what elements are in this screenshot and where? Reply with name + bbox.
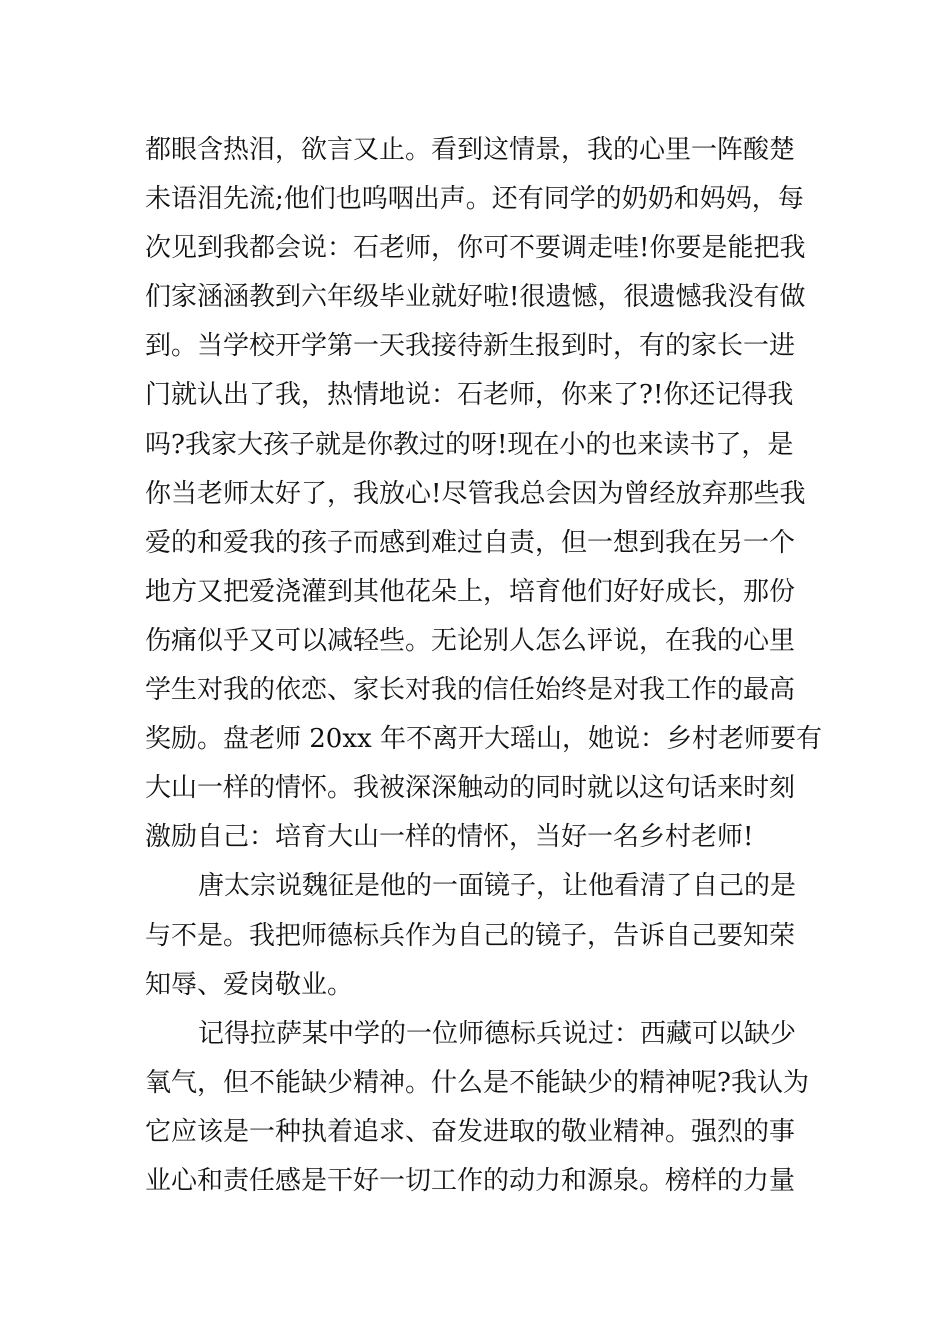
- text-line: 大山一样的情怀。我被深深触动的同时就以这句话来时刻: [145, 773, 796, 804]
- paragraph-start-line: 唐太宗说魏征是他的一面镜子，让他看清了自己的是: [198, 871, 797, 902]
- text-line: 业心和责任感是干好一切工作的动力和源泉。榜样的力量: [145, 1165, 796, 1196]
- text-line: 都眼含热泪，欲言又止。看到这情景，我的心里一阵酸楚: [145, 135, 796, 165]
- text-line: 与不是。我把师德标兵作为自己的镜子，告诉自己要知荣: [145, 920, 796, 951]
- text-line: 未语泪先流;他们也呜咽出声。还有同学的奶奶和妈妈，每: [145, 184, 804, 215]
- text-line: 吗?我家大孩子就是你教过的呀!现在小的也来读书了，是: [145, 429, 794, 460]
- text-line: 学生对我的依恋、家长对我的信任始终是对我工作的最高: [145, 675, 796, 706]
- text-line: 门就认出了我，热情地说：石老师，你来了?!你还记得我: [145, 380, 794, 411]
- paragraph-start-line: 记得拉萨某中学的一位师德标兵说过：西藏可以缺少: [198, 1018, 797, 1049]
- text-line: 氧气，但不能缺少精神。什么是不能缺少的精神呢?我认为: [145, 1067, 809, 1098]
- text-line: 激励自己：培育大山一样的情怀，当好一名乡村老师!: [145, 822, 754, 853]
- text-line: 伤痛似乎又可以减轻些。无论别人怎么评说，在我的心里: [145, 625, 796, 656]
- text-line: 爱的和爱我的孩子而感到难过自责，但一想到我在另一个: [145, 527, 796, 558]
- text-line: 你当老师太好了，我放心!尽管我总会因为曾经放弃那些我: [145, 478, 806, 509]
- text-line: 知辱、爱岗敬业。: [145, 969, 354, 1000]
- text-line: 奖励。盘老师 20xx 年不离开大瑶山，她说：乡村老师要有: [145, 724, 822, 755]
- body-text: [145, 126, 822, 1206]
- text-line: 到。当学校开学第一天我接待新生报到时，有的家长一进: [145, 331, 796, 362]
- text-line: 它应该是一种执着追求、奋发进取的敬业精神。强烈的事: [145, 1116, 796, 1147]
- text-line: 地方又把爱浇灌到其他花朵上，培育他们好好成长，那份: [145, 576, 796, 607]
- text-line: 次见到我都会说：石老师，你可不要调走哇!你要是能把我: [145, 233, 806, 264]
- text-line: 们家涵涵教到六年级毕业就好啦!很遗憾，很遗憾我没有做: [145, 282, 806, 313]
